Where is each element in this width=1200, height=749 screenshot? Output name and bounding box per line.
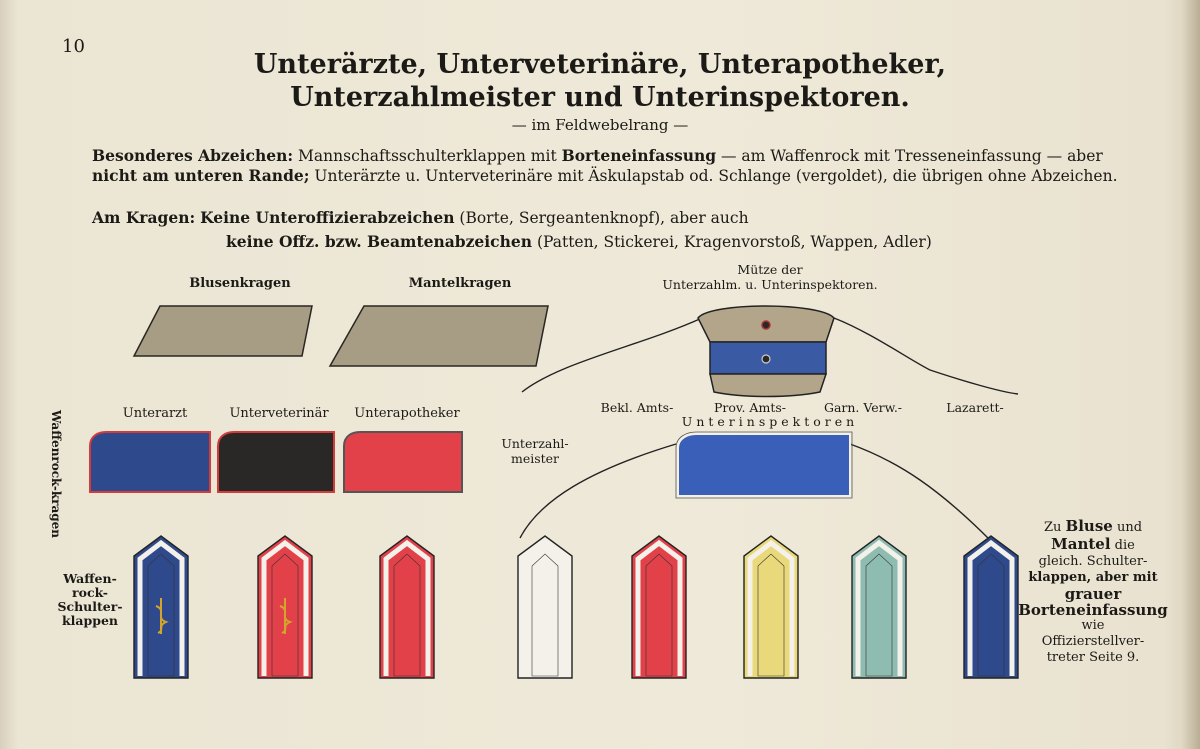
- shoulder-strap-5: [632, 536, 686, 678]
- side-note-line-4: klappen, aber mit: [1028, 570, 1158, 585]
- strap-center: [866, 554, 892, 676]
- strap-center: [758, 554, 784, 676]
- label-unterarzt: Unterarzt: [122, 406, 188, 421]
- cap-cockade-band: [762, 355, 770, 363]
- label-schulterklappen-line-3: Schulter-: [57, 599, 123, 614]
- label-blusenkragen: Blusenkragen: [189, 276, 291, 291]
- label-unterzahlmeister-line-2: meister: [510, 451, 560, 466]
- kragen-unterapotheker: [344, 432, 462, 492]
- side-note-b2: Mantel: [1051, 535, 1111, 553]
- side-note-l2b: die: [1110, 538, 1135, 553]
- title-line-2: Unterzahlmeister und Unterinspektoren.: [290, 82, 910, 113]
- kragen-unterarzt: [90, 432, 210, 492]
- side-note-line-7: wie: [1081, 618, 1105, 633]
- subtitle: — im Feldwebelrang —: [511, 116, 689, 134]
- insignia-text-2: — am Waffenrock mit Tresseneinfassung — aber: [716, 147, 1103, 165]
- strap-center: [646, 554, 672, 676]
- strap-center: [978, 554, 1004, 676]
- strap-center: [394, 554, 420, 676]
- side-note-line-3: gleich. Schulter-: [1038, 554, 1148, 569]
- label-bekl: Bekl. Amts-: [600, 400, 674, 415]
- label-unterveterinaer: Unterveterinär: [229, 406, 329, 421]
- collar-bold-1: Keine Unteroffizierabzeichen: [200, 208, 455, 227]
- side-note-l1b: und: [1112, 520, 1143, 535]
- insignia-text-1: Mannschaftsschulterklappen mit: [293, 147, 562, 165]
- shoulder-strap-3: [380, 536, 434, 678]
- shoulder-strap-6: [744, 536, 798, 678]
- shoulder-strap-2: [258, 536, 312, 678]
- label-cap-line-1: Mütze der: [737, 262, 803, 277]
- side-note-line-5: grauer: [1064, 585, 1122, 603]
- label-waffenrock-kragen: Waffenrock-kragen: [49, 410, 63, 539]
- label-schulterklappen-line-2: rock-: [72, 585, 108, 600]
- insignia-label: Besonderes Abzeichen:: [92, 146, 294, 165]
- collar-text-2: (Patten, Stickerei, Kragenvorstoß, Wappen, Adler): [532, 233, 932, 251]
- label-schulterklappen-line-1: Waffen-: [63, 571, 117, 586]
- label-prov: Prov. Amts-: [714, 400, 786, 415]
- page-number: 10: [62, 36, 85, 57]
- collar-bold-2: keine Offz. bzw. Beamtenabzeichen: [226, 232, 533, 251]
- kragen-unterinspektoren: [678, 434, 850, 496]
- side-note-line-6: Borteneinfassung: [1018, 601, 1168, 619]
- collar-text-1: (Borte, Sergeantenknopf), aber auch: [454, 209, 749, 227]
- insignia-bold-1: Borteneinfassung: [561, 146, 717, 165]
- shoulder-strap-group: [134, 536, 1018, 678]
- label-unterinspektoren: Unterinspektoren: [681, 414, 859, 429]
- side-note-line-9: treter Seite 9.: [1046, 650, 1140, 665]
- label-garn: Garn. Verw.-: [823, 400, 903, 415]
- side-note-l1: Zu: [1043, 520, 1066, 535]
- label-cap-line-2: Unterzahlm. u. Unterinspektoren.: [662, 277, 878, 292]
- collar-label: Am Kragen:: [92, 208, 196, 227]
- blusenkragen-swatch: [134, 306, 312, 356]
- strap-center: [532, 554, 558, 676]
- shoulder-strap-4: [518, 536, 572, 678]
- kragen-unterveterinaer: [218, 432, 334, 492]
- mantelkragen-swatch: [330, 306, 548, 366]
- side-note-b1: Bluse: [1065, 517, 1113, 535]
- label-unterapotheker: Unterapotheker: [354, 406, 460, 421]
- title-line-1: Unterärzte, Unterveterinäre, Unterapotheker,: [253, 49, 947, 80]
- cap-cockade-top: [762, 321, 770, 329]
- label-lazarett: Lazarett-: [946, 400, 1004, 415]
- cap-lower: [710, 374, 826, 397]
- label-mantelkragen: Mantelkragen: [408, 276, 512, 291]
- shoulder-strap-7: [852, 536, 906, 678]
- insignia-bold-2: nicht am unteren Rande;: [92, 166, 310, 185]
- shoulder-strap-8: [964, 536, 1018, 678]
- label-unterzahlmeister-line-1: Unterzahl-: [501, 436, 569, 451]
- side-note-line-8: Offizierstellver-: [1041, 634, 1145, 649]
- shoulder-strap-1: [134, 536, 188, 678]
- insignia-text-3: Unterärzte u. Unterveterinäre mit Äskulapstab od. Schlange (vergoldet), die übrigen ohne Abzeichen.: [309, 167, 1118, 185]
- label-schulterklappen-line-4: klappen: [61, 613, 119, 628]
